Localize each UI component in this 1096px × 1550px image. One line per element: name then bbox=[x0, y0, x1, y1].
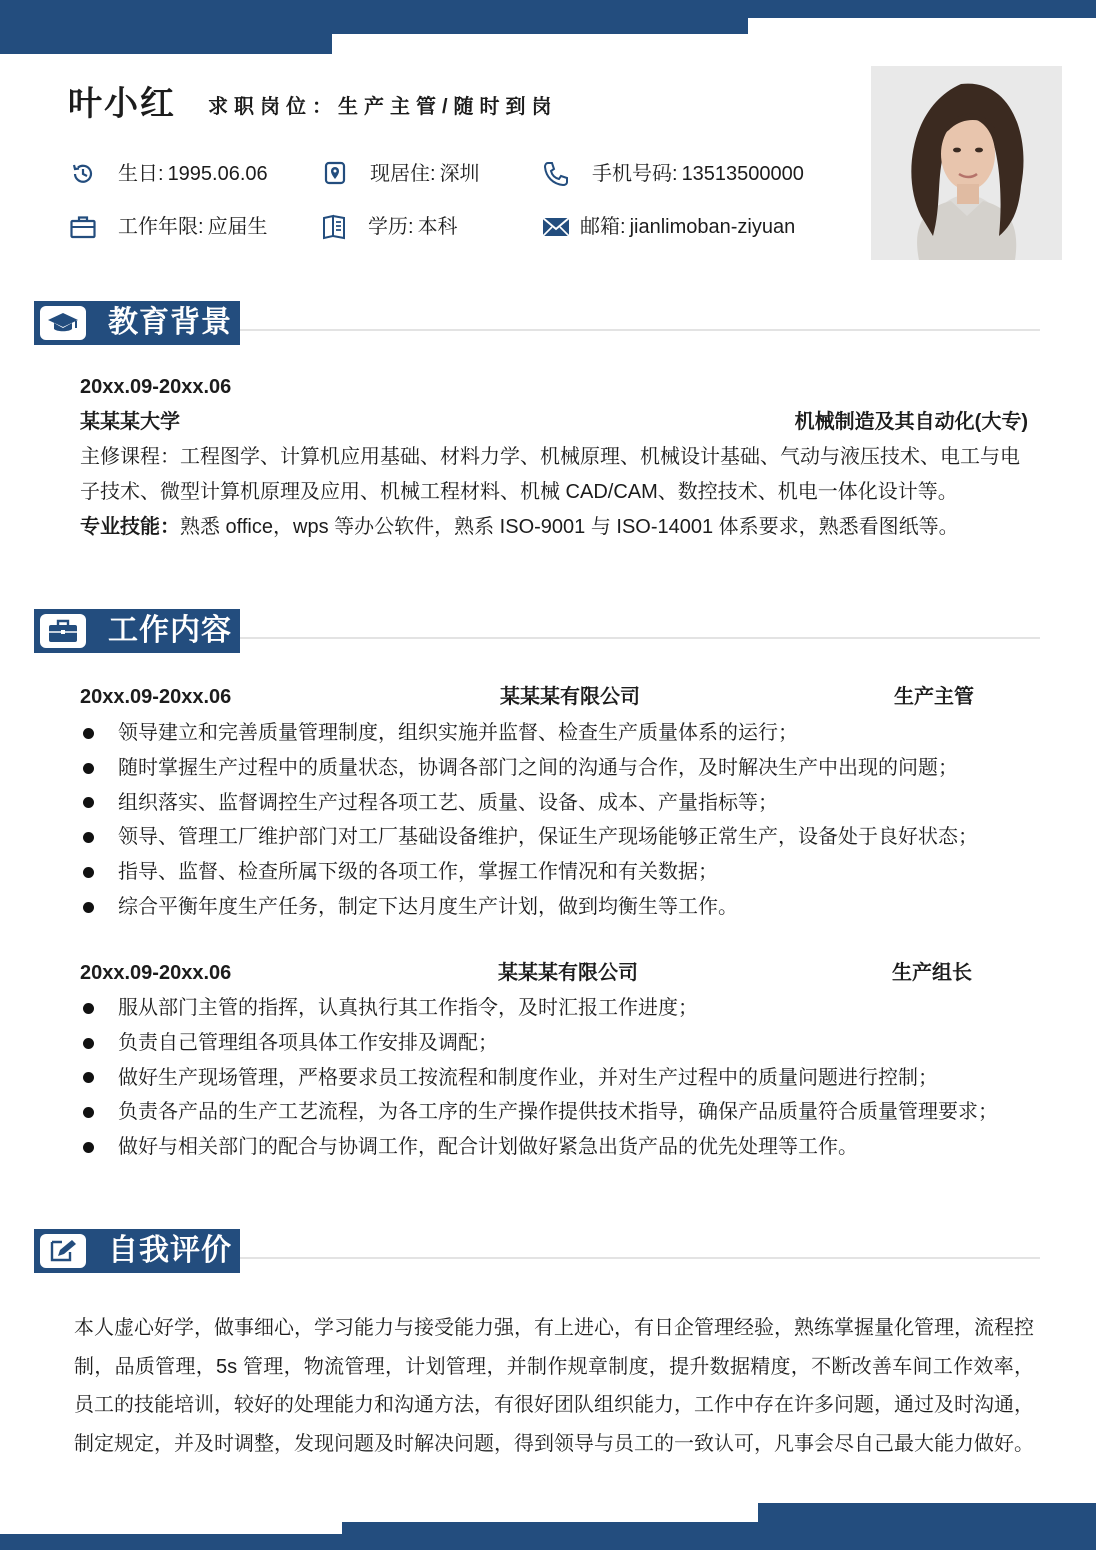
list-item bbox=[80, 1130, 1040, 1165]
info-degree bbox=[322, 213, 458, 241]
briefcase-icon bbox=[70, 215, 96, 239]
self-evaluation-divider bbox=[240, 1257, 1040, 1259]
bullet-icon bbox=[83, 832, 94, 843]
info-experience bbox=[70, 213, 268, 241]
education-period: 20xx.09-20xx.06 bbox=[80, 376, 232, 398]
education-courses-line2: 子技术、微型计算机原理及应用、机械工程材料、机械 CAD/CAM、数控技术、机电一体化设计等。 bbox=[80, 481, 958, 503]
phone-label: 手机号码: bbox=[592, 163, 678, 185]
education-section-header bbox=[34, 301, 240, 345]
education-skills bbox=[80, 510, 959, 544]
degree-value: 本科 bbox=[417, 216, 458, 238]
job-duties-list bbox=[80, 991, 1040, 1165]
book-icon bbox=[322, 214, 346, 240]
bullet-icon bbox=[83, 1107, 94, 1118]
bullet-icon bbox=[83, 867, 94, 878]
list-item bbox=[80, 890, 1040, 925]
duty-text: 做好生产现场管理，严格要求员工按流程和制度作业，并对生产过程中的质量问题进行控制； bbox=[118, 1066, 938, 1089]
list-item bbox=[80, 991, 1040, 1026]
clock-icon bbox=[70, 161, 96, 187]
info-phone bbox=[542, 160, 804, 188]
location-pin-icon bbox=[324, 161, 348, 187]
job-target-label: 求职岗位： bbox=[208, 96, 338, 118]
mail-icon bbox=[542, 216, 570, 238]
duty-text: 领导建立和完善质量管理制度，组织实施并监督、检查生产质量体系的运行； bbox=[118, 722, 798, 744]
work-section-title: 工作内容 bbox=[108, 614, 232, 647]
job-company: 某某某有限公司 bbox=[500, 686, 640, 708]
phone-value: 13513500000 bbox=[681, 163, 804, 185]
duty-text: 组织落实、监督调控生产过程各项工艺、质量、设备、成本、产量指标等； bbox=[118, 791, 778, 814]
duty-text: 领导、管理工厂维护部门对工厂基础设备维护，保证生产现场能够正常生产，设备处于良好状态； bbox=[118, 826, 978, 849]
residence-label: 现居住: bbox=[370, 163, 436, 185]
list-item bbox=[80, 1061, 1040, 1096]
duty-text: 服从部门主管的指挥，认真执行其工作指令，及时汇报工作进度； bbox=[118, 997, 698, 1019]
skills-text: 熟悉 office，wps 等办公软件，熟系 ISO-9001 与 ISO-14001 体系要求，熟悉看图纸等。 bbox=[180, 516, 959, 538]
bottom-right-accent-bar bbox=[342, 1522, 1096, 1550]
birthday-label: 生日: bbox=[118, 163, 164, 185]
bullet-icon bbox=[83, 763, 94, 774]
bottom-accent-step bbox=[758, 1503, 1096, 1523]
education-section-title: 教育背景 bbox=[108, 306, 232, 339]
graduation-cap-icon bbox=[40, 306, 86, 340]
bullet-icon bbox=[83, 1003, 94, 1014]
job-position: 生产主管 bbox=[894, 686, 974, 708]
list-item bbox=[80, 820, 1040, 855]
email-label: 邮箱: bbox=[580, 216, 626, 238]
list-item bbox=[80, 786, 1040, 821]
bullet-icon bbox=[83, 1038, 94, 1049]
duty-text: 综合平衡年度生产任务，制定下达月度生产计划，做到均衡生等工作。 bbox=[118, 895, 738, 918]
education-school: 某某某大学 bbox=[80, 411, 180, 433]
list-item bbox=[80, 716, 1040, 751]
experience-label: 工作年限: bbox=[118, 216, 204, 238]
bullet-icon bbox=[83, 797, 94, 808]
experience-value: 应届生 bbox=[207, 216, 268, 238]
bullet-icon bbox=[83, 1142, 94, 1153]
list-item bbox=[80, 751, 1040, 786]
self-evaluation-section-title: 自我评价 bbox=[108, 1234, 232, 1267]
list-item bbox=[80, 1026, 1040, 1061]
self-evaluation-text: 本人虚心好学，做事细心，学习能力与接受能力强，有上进心，有日企管理经验，熟练掌握量化管理，流程控制，品质管理，5s 管理，物流管理，计划管理，并制作规章制度，提升数据精度，不断改善车间工作效率，员工的技能培训，较好的处理能力和沟通方法，有很好团队组织能力，工作中存在许多问题，通过及时沟通，制定规定，并及时调整，发现问题及时解决问题，得到领导与员工的一致认可，凡事会尽自己最大能力做好。 bbox=[74, 1317, 1034, 1455]
profile-photo bbox=[871, 66, 1062, 260]
info-birthday bbox=[70, 160, 268, 188]
bullet-icon bbox=[83, 1072, 94, 1083]
email-value: jianlimoban-ziyuan bbox=[629, 216, 796, 238]
job-target bbox=[208, 92, 558, 122]
list-item bbox=[80, 1095, 1040, 1130]
phone-icon bbox=[542, 160, 570, 188]
duty-text: 负责各产品的生产工艺流程，为各工序的生产操作提供技术指导，确保产品质量符合质量管理要求； bbox=[118, 1101, 998, 1124]
residence-value: 深圳 bbox=[439, 163, 480, 185]
job-period: 20xx.09-20xx.06 bbox=[80, 962, 232, 984]
education-divider bbox=[240, 329, 1040, 331]
education-courses-line1: 主修课程：工程图学、计算机应用基础、材料力学、机械原理、机械设计基础、气动与液压技术、电工与电 bbox=[80, 446, 1020, 468]
bottom-left-accent-bar bbox=[0, 1534, 342, 1550]
education-major: 机械制造及其自动化(大专) bbox=[794, 411, 1028, 433]
duty-text: 负责自己管理组各项具体工作安排及调配； bbox=[118, 1031, 498, 1054]
top-left-accent-bar bbox=[0, 0, 332, 54]
self-evaluation-section-header bbox=[34, 1229, 240, 1273]
info-email bbox=[542, 213, 795, 241]
work-divider bbox=[240, 637, 1040, 639]
job-period: 20xx.09-20xx.06 bbox=[80, 686, 232, 708]
info-residence bbox=[324, 160, 480, 188]
top-accent-step bbox=[332, 18, 748, 34]
job-company: 某某某有限公司 bbox=[498, 962, 638, 984]
duty-text: 随时掌握生产过程中的质量状态，协调各部门之间的沟通与合作，及时解决生产中出现的问题； bbox=[118, 756, 958, 779]
candidate-name: 叶小红 bbox=[68, 85, 176, 123]
birthday-value: 1995.06.06 bbox=[167, 163, 268, 185]
job-position: 生产组长 bbox=[892, 962, 972, 984]
duty-text: 做好与相关部门的配合与协调工作，配合计划做好紧急出货产品的优先处理等工作。 bbox=[118, 1136, 858, 1159]
degree-label: 学历: bbox=[368, 216, 414, 238]
briefcase-icon bbox=[40, 614, 86, 648]
top-right-accent-bar bbox=[332, 0, 1096, 18]
list-item bbox=[80, 855, 1040, 890]
job-duties-list bbox=[80, 716, 1040, 925]
job-target-value: 生产主管/随时到岗 bbox=[338, 96, 558, 118]
work-section-header bbox=[34, 609, 240, 653]
bullet-icon bbox=[83, 728, 94, 739]
bullet-icon bbox=[83, 902, 94, 913]
skills-label: 专业技能： bbox=[80, 516, 180, 538]
pen-edit-icon bbox=[40, 1234, 86, 1268]
duty-text: 指导、监督、检查所属下级的各项工作，掌握工作情况和有关数据； bbox=[118, 861, 718, 884]
